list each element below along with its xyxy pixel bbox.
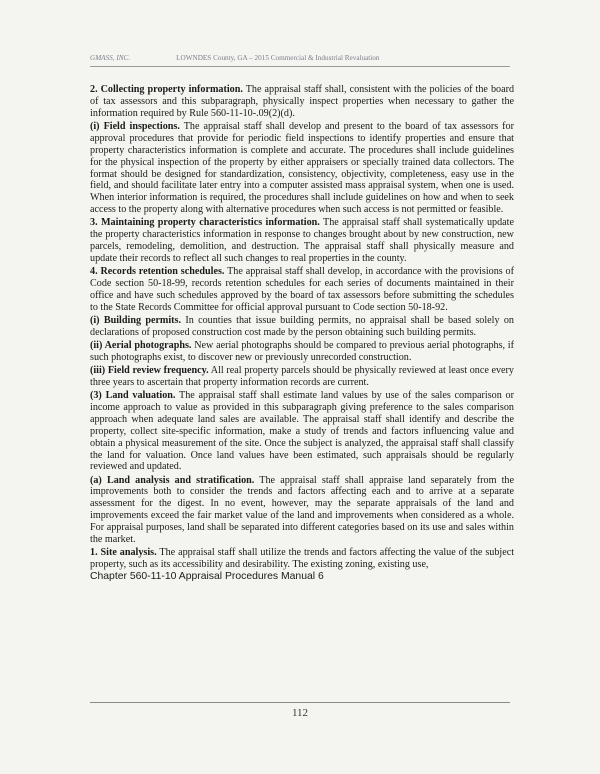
- paragraph-text: In counties that issue building permits, no appraisal shall be based solely on declarations of proposed construction cost made by the person obtaining such building permits.: [90, 314, 514, 338]
- paragraph-text: The appraisal staff shall estimate land values by use of the sales comparison or income approach to value as provided in this subparagraph giving preference to the sales comparison approach when adequate land sales are available. The appraisal staff shall identify and describe the property, collect site-specific information, make a study of trends and factors influencing value and obtain a physical measurement of the site. Once the subject is analyzed, the appraisal staff shall classify the land for valuation. Once land values have been estimated, such appraisals should be regularly reviewed and updated.: [90, 389, 514, 473]
- paragraph-heading: (a) Land analysis and stratification.: [90, 474, 255, 486]
- paragraph-heading: (i) Field inspections.: [90, 120, 180, 132]
- paragraph: [90, 315, 514, 339]
- paragraph: [90, 84, 514, 120]
- paragraph-text: The appraisal staff shall utilize the trends and factors affecting the value of the subject property, such as its accessibility and desirability. The existing zoning, existing use,: [90, 547, 515, 571]
- header-rule: [90, 66, 510, 67]
- running-header: [90, 54, 510, 62]
- paragraph-heading: (3) Land valuation.: [90, 389, 176, 401]
- paragraph-text: The appraisal staff shall develop and present to the board of tax assessors for approval procedures that provide for periodic field inspections to identify properties and ensure that property characteristics information is complete and accurate. The procedures shall include guidelines for the physical inspection of the property by either appraisers or specially trained data collectors. The format should be designed for standardization, consistency, objectivity, completeness, easy use in the field, and should facilitate later entry into a computer assisted mass appraisal system, when one is used. When interior information is required, the procedures shall include guidelines on how and when to seek access to the property along with alternative procedures when such access is not permitted or feasible.: [90, 120, 514, 216]
- paragraph-text: New aerial photographs should be compared to previous aerial photographs, if such photographs exist, to discover new or previously unrecorded construction.: [90, 339, 514, 363]
- paragraph-text: The appraisal staff shall systematically update the property characteristics information in response to changes brought about by new construction, new parcels, remodeling, demolition, and destruction. The appraisal staff shall physically measure and update their records to reflect all such changes to real properties in the county.: [90, 217, 514, 265]
- paragraph-heading: 4. Records retention schedules.: [90, 266, 225, 278]
- header-org: GMASS, INC.: [90, 54, 131, 62]
- paragraph-heading: 1. Site analysis.: [90, 547, 157, 559]
- footer-rule: [90, 702, 510, 703]
- chapter-footer-note: Chapter 560-11-10 Appraisal Procedures Manual 6: [90, 571, 324, 583]
- paragraph-text: The appraisal staff shall develop, in accordance with the provisions of Code section 50-18-99, records retention schedules for each series of documents maintained in their office and have such schedules approved by the board of tax assessors before submitting the schedules to the State Records Committee for official approval pursuant to Code section 50-18-92.: [90, 266, 514, 313]
- paragraph-heading: (ii) Aerial photographs.: [90, 339, 192, 351]
- paragraph: [90, 266, 514, 314]
- paragraph-heading: (i) Building permits.: [90, 314, 182, 326]
- header-title: LOWNDES County, GA – 2015 Commercial & Industrial Revaluation: [176, 54, 380, 62]
- paragraph: [90, 547, 514, 571]
- paragraph: [90, 121, 514, 216]
- paragraph-text: All real property parcels should be physically reviewed at least once every three years to ascertain that property information records are current.: [90, 364, 514, 388]
- paragraph: [90, 365, 514, 389]
- paragraph-heading: 3. Maintaining property characteristics information.: [90, 217, 320, 229]
- paragraph-text: The appraisal staff shall appraise land separately from the improvements both to consider the trends and factors affecting each and to arrive at a separate assessment for the digest. In no event, however, may the separate appraisals of the land and improvements exceed the fair market value of the land and improvements when considered as a whole. For appraisal purposes, land shall be separated into different categories based on its use and sales within the market.: [90, 474, 514, 546]
- paragraph: [90, 340, 514, 364]
- paragraph: [90, 217, 514, 265]
- paragraph: [90, 390, 514, 473]
- paragraph-heading: (iii) Field review frequency.: [90, 364, 209, 376]
- page-number: 112: [291, 707, 309, 719]
- paragraph-heading: 2. Collecting property information.: [90, 84, 243, 95]
- paragraph: [90, 475, 514, 546]
- paragraph-text: The appraisal staff shall, consistent with the policies of the board of tax assessors and this subparagraph, physically inspect properties when necessary to gather the information required by Rule 560-11-10-.09(2)(d).: [90, 84, 515, 119]
- body-text: [90, 84, 514, 583]
